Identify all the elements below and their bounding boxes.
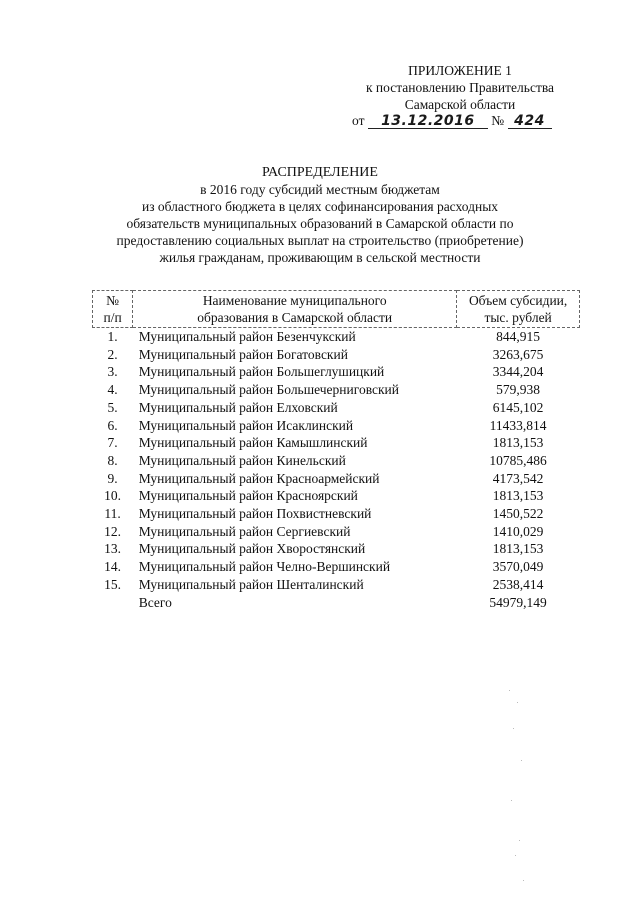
row-name: Муниципальный район Красноярский — [138, 488, 358, 504]
date-field — [368, 114, 488, 129]
total-label: Всего — [138, 594, 172, 610]
row-amount: 1410,029 — [492, 523, 544, 539]
header-name-line-2: образования в Самарской области — [197, 310, 393, 325]
heading-line: жилья гражданам, проживающим в сельской местности — [159, 250, 481, 265]
handwritten-date: 13.12.2016 — [381, 113, 475, 129]
row-amount: 4173,542 — [492, 470, 544, 486]
document-heading — [60, 164, 580, 266]
table-row — [93, 576, 580, 594]
row-number: 12. — [104, 523, 122, 539]
row-number: 13. — [104, 541, 122, 557]
number-label: № — [491, 113, 505, 128]
table-row — [93, 523, 580, 541]
appendix-line-2: Самарской области — [404, 97, 516, 112]
row-number: 14. — [104, 559, 122, 575]
row-name: Муниципальный район Кинельский — [138, 452, 346, 468]
row-amount: 3263,675 — [492, 346, 544, 362]
row-name: Муниципальный район Безенчукский — [138, 329, 356, 344]
row-amount: 3570,049 — [492, 559, 544, 575]
appendix-header — [345, 62, 575, 113]
row-number: 15. — [104, 576, 122, 592]
total-number-cell — [93, 594, 133, 612]
total-row — [93, 594, 580, 612]
table-row — [93, 381, 580, 399]
table-row — [93, 328, 580, 346]
handwritten-number: 424 — [514, 113, 545, 129]
row-amount: 2538,414 — [492, 576, 544, 592]
row-amount: 11433,814 — [489, 417, 547, 433]
table-header-row — [93, 291, 580, 328]
row-amount: 579,938 — [496, 382, 541, 398]
row-name: Муниципальный район Камышлинский — [138, 435, 368, 451]
row-name: Муниципальный район Хворостянский — [138, 541, 366, 557]
row-amount: 1450,522 — [492, 506, 544, 522]
row-number: 7. — [107, 435, 118, 451]
row-name: Муниципальный район Елховский — [138, 399, 338, 415]
row-number: 2. — [107, 346, 118, 362]
table-row — [93, 346, 580, 364]
row-number: 8. — [107, 452, 118, 468]
row-name: Муниципальный район Похвистневский — [138, 506, 372, 522]
table-row — [93, 540, 580, 558]
total-amount: 54979,149 — [489, 594, 547, 610]
row-number: 3. — [107, 364, 118, 380]
row-number: 5. — [107, 399, 118, 415]
heading-line: в 2016 году субсидий местным бюджетам — [200, 182, 440, 197]
row-name: Муниципальный район Богатовский — [138, 346, 348, 362]
row-amount: 1813,153 — [492, 541, 544, 557]
row-name: Муниципальный район Красноармейский — [138, 470, 380, 486]
row-number: 11. — [104, 506, 121, 522]
number-field — [508, 114, 552, 129]
row-number: 9. — [107, 470, 118, 486]
header-number-line-1: № — [106, 293, 120, 308]
row-number: 6. — [107, 417, 118, 433]
row-amount: 10785,486 — [489, 452, 547, 468]
header-amount-line-1: Объем субсидии, — [468, 293, 568, 308]
row-name: Муниципальный район Шенталинский — [138, 576, 364, 592]
heading-line: предоставлению социальных выплат на строительство (приобретение) — [116, 233, 524, 248]
from-label: от — [352, 113, 365, 128]
table-row — [93, 417, 580, 435]
table-row — [93, 399, 580, 417]
scan-noise — [505, 690, 535, 890]
appendix-title: ПРИЛОЖЕНИЕ 1 — [408, 63, 512, 78]
header-name — [133, 291, 457, 328]
document-title: РАСПРЕДЕЛЕНИЕ — [262, 165, 378, 180]
row-name: Муниципальный район Исаклинский — [138, 417, 354, 433]
row-number: 4. — [107, 382, 118, 398]
row-amount: 844,915 — [496, 329, 541, 344]
ordinance-reference — [352, 112, 582, 129]
heading-line: обязательств муниципальных образований в Самарской области по — [126, 216, 514, 231]
row-amount: 6145,102 — [492, 399, 544, 415]
header-amount — [457, 291, 580, 328]
table-row — [93, 470, 580, 488]
heading-line: из областного бюджета в целях софинансирования расходных — [141, 199, 499, 214]
header-number — [93, 291, 133, 328]
row-name: Муниципальный район Большечерниговский — [138, 382, 399, 398]
row-name: Муниципальный район Большеглушицкий — [138, 364, 385, 380]
row-amount: 1813,153 — [492, 488, 544, 504]
row-name: Муниципальный район Сергиевский — [138, 523, 351, 539]
table-row — [93, 452, 580, 470]
header-number-line-2: п/п — [103, 310, 122, 325]
header-amount-line-2: тыс. рублей — [484, 310, 552, 325]
table-row — [93, 487, 580, 505]
row-amount: 3344,204 — [492, 364, 544, 380]
row-name: Муниципальный район Челно-Вершинский — [138, 559, 391, 575]
subsidy-table — [92, 290, 580, 611]
row-amount: 1813,153 — [492, 435, 544, 451]
table-row — [93, 434, 580, 452]
row-number: 1. — [107, 329, 118, 344]
table-row — [93, 505, 580, 523]
appendix-line-1: к постановлению Правительства — [365, 80, 555, 95]
row-number: 10. — [104, 488, 122, 504]
table-row — [93, 558, 580, 576]
table-row — [93, 363, 580, 381]
header-name-line-1: Наименование муниципального — [202, 293, 387, 308]
